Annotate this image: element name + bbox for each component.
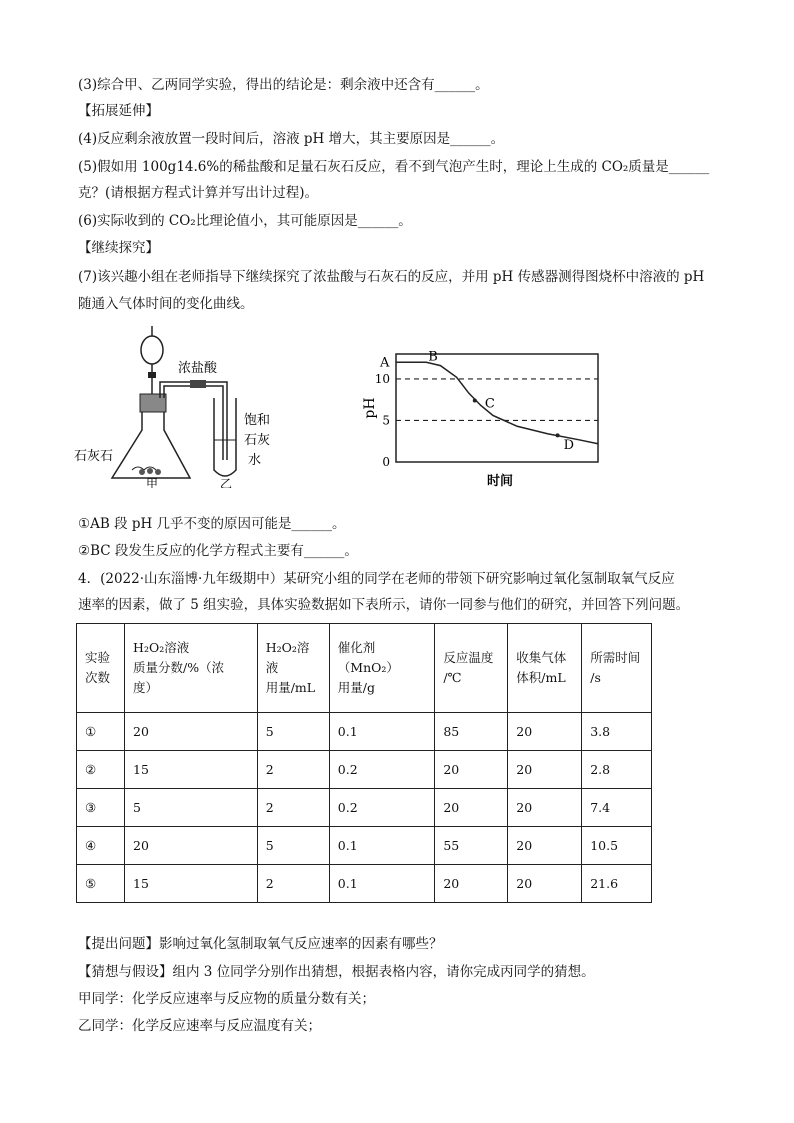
point-marker: [556, 433, 560, 437]
x-axis-label: 时间: [487, 474, 514, 489]
raise-question: 【提出问题】影响过氧化氢制取氧气反应速率的因素有哪些？: [78, 936, 443, 952]
table-cell: 0.2: [329, 751, 435, 789]
student-jia: 甲同学：化学反应速率与反应物的质量分数有关；: [78, 991, 375, 1007]
q4-text: (4)反应剩余液放置一段时间后，溶液 pH 增大，其主要原因是______。: [78, 131, 505, 147]
point-label: D: [563, 438, 575, 454]
header-cell: 催化剂 （MnO₂） 用量/g: [329, 624, 435, 713]
table-cell: 20: [508, 789, 582, 827]
table-cell: ③: [77, 789, 125, 827]
y-tick-label: 10: [374, 371, 390, 386]
y-axis-label: pH: [362, 397, 378, 419]
problem4-line2: 速率的因素，做了 5 组实验，具体实验数据如下表所示，请你一同参与他们的研究，并回答下列问题。: [78, 597, 690, 613]
table-cell: 15: [125, 751, 258, 789]
table-row: [77, 713, 652, 751]
table-cell: 55: [435, 827, 508, 865]
table-cell: 0.2: [329, 789, 435, 827]
table-row: [77, 789, 652, 827]
y-tick-label: 5: [382, 413, 390, 428]
table-cell: ①: [77, 713, 125, 751]
extension-heading: 【拓展延伸】: [78, 103, 159, 119]
table-row: [77, 827, 652, 865]
sub-question-2: ②BC 段发生反应的化学方程式主要有______。: [78, 543, 358, 559]
table-cell: 85: [435, 713, 508, 751]
continue-heading: 【继续探究】: [78, 240, 159, 256]
tube-label-yi: 乙: [220, 477, 233, 488]
ph-curve: [396, 362, 598, 443]
flask-label-jia: 甲: [146, 477, 159, 488]
acid-label: 浓盐酸: [178, 361, 218, 376]
table-cell: 20: [508, 865, 582, 903]
header-cell: H₂O₂溶液 质量分数/%（浓 度）: [125, 624, 258, 713]
point-label: B: [428, 349, 438, 365]
table-cell: 2: [257, 789, 329, 827]
apparatus-figure: [72, 320, 302, 488]
table-cell: 20: [435, 751, 508, 789]
hypothesis-intro: 【猜想与假设】组内 3 位同学分别作出猜想，根据表格内容，请你完成丙同学的猜想。: [78, 964, 595, 980]
experiment-table: [76, 623, 652, 903]
table-cell: 2: [257, 865, 329, 903]
header-cell: 实验 次数: [77, 624, 125, 713]
limewater-label-1: 饱和: [244, 413, 271, 428]
table-cell: 3.8: [582, 713, 652, 751]
point-label: A: [380, 355, 390, 371]
table-cell: 20: [508, 827, 582, 865]
header-cell: 反应温度 /℃: [435, 624, 508, 713]
student-yi: 乙同学：化学反应速率与反应温度有关；: [78, 1018, 321, 1034]
q7-text-line1: (7)该兴趣小组在老师指导下继续探究了浓盐酸与石灰石的反应，并用 pH 传感器测得图烧杯中溶液的 pH: [78, 269, 705, 285]
limewater-label-3: 水: [248, 453, 262, 468]
ph-chart: [360, 340, 610, 490]
header-cell: 收集气体 体积/mL: [508, 624, 582, 713]
limewater-label-2: 石灰: [244, 433, 271, 448]
table-cell: 20: [435, 865, 508, 903]
header-cell: 所需时间 /s: [582, 624, 652, 713]
table-cell: 20: [508, 713, 582, 751]
table-row: [77, 751, 652, 789]
table-cell: 2.8: [582, 751, 652, 789]
problem4-line1: 4．(2022·山东淄博·九年级期中）某研究小组的同学在老师的带领下研究影响过氧化氢制取氧气反应: [78, 571, 675, 587]
table-cell: 20: [125, 713, 258, 751]
table-cell: ④: [77, 827, 125, 865]
table-cell: 5: [125, 789, 258, 827]
table-cell: 20: [125, 827, 258, 865]
table-header-row: [77, 624, 652, 713]
table-cell: ②: [77, 751, 125, 789]
limestone-label: 石灰石: [74, 449, 114, 464]
table-cell: 0.1: [329, 827, 435, 865]
q3-text: (3)综合甲、乙两同学实验，得出的结论是：剩余液中还含有______。: [78, 77, 489, 93]
table-cell: ⑤: [77, 865, 125, 903]
table-cell: 5: [257, 713, 329, 751]
table-cell: 21.6: [582, 865, 652, 903]
point-label: C: [484, 396, 495, 412]
table-cell: 10.5: [582, 827, 652, 865]
q5-text-line1: (5)假如用 100g14.6%的稀盐酸和足量石灰石反应，看不到气泡产生时，理论上生成的 CO₂质量是______: [78, 159, 710, 175]
table-cell: 5: [257, 827, 329, 865]
q7-text-line2: 随通入气体时间的变化曲线。: [78, 296, 254, 312]
table-cell: 20: [435, 789, 508, 827]
table-cell: 7.4: [582, 789, 652, 827]
table-cell: 20: [508, 751, 582, 789]
q6-text: (6)实际收到的 CO₂比理论值小，其可能原因是______。: [78, 213, 412, 229]
y-tick-label: 0: [382, 455, 390, 469]
table-cell: 0.1: [329, 865, 435, 903]
header-cell: H₂O₂溶液 用量/mL: [257, 624, 329, 713]
table-cell: 15: [125, 865, 258, 903]
table-cell: 2: [257, 751, 329, 789]
table-row: [77, 865, 652, 903]
table-cell: 0.1: [329, 713, 435, 751]
point-marker: [473, 399, 477, 403]
q5-text-line2: 克？(请根据方程式计算并写出计过程)。: [78, 185, 319, 201]
sub-question-1: ①AB 段 pH 几乎不变的原因可能是______。: [78, 516, 346, 532]
